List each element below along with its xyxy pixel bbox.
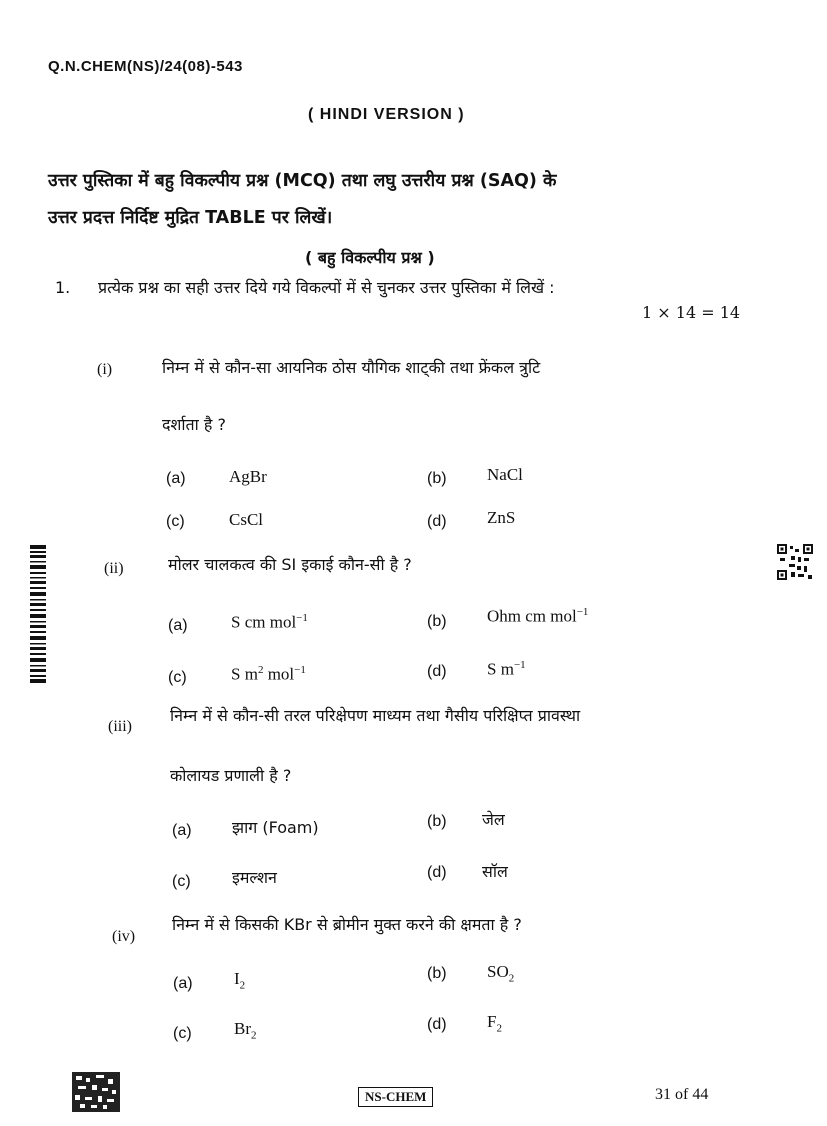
qr-code-icon (72, 1072, 120, 1112)
instruction-line-2: उत्तर प्रदत्त निर्दिष्ट मुद्रित TABLE पर लिखें। (48, 208, 333, 228)
option-label: (b) (427, 813, 447, 830)
option-label: (a) (166, 470, 186, 487)
subquestion-label: (i) (97, 361, 113, 378)
option-text: सॉल (482, 862, 508, 881)
section-title: ( बहु विकल्पीय प्रश्न ) (305, 248, 435, 267)
subquestion-label: (iv) (112, 928, 136, 945)
option-text: S $m^2$ mol$^{-1}$ (231, 664, 306, 684)
option-text: ZnS (487, 508, 516, 527)
option-text: $I_2$ (234, 969, 246, 992)
option-text: S cm mol$^{-1}$ (231, 612, 308, 632)
question-text: प्रत्येक प्रश्न का सही उत्तर दिये गये विकल्पों में से चुनकर उत्तर पुस्तिका में लिखें : (98, 278, 555, 297)
subquestion-stem-continued: कोलायड प्रणाली है ? (170, 766, 292, 785)
qr-code-icon (777, 544, 813, 580)
option-text: NaCl (487, 465, 523, 484)
option-text: $Br_2$ (234, 1019, 257, 1042)
instruction-line-1: उत्तर पुस्तिका में बहु विकल्पीय प्रश्न (MCQ) तथा लघु उत्तरीय प्रश्न (SAQ) के (48, 171, 557, 191)
option-text: Ohm cm mol$^{-1}$ (487, 606, 589, 626)
barcode-icon (30, 545, 46, 683)
option-label: (d) (427, 513, 447, 530)
subquestion-stem: निम्न में से किसकी KBr से ब्रोमीन मुक्त करने की क्षमता है ? (172, 915, 522, 934)
subquestion-stem-continued: दर्शाता है ? (162, 415, 226, 434)
option-label: (c) (173, 1025, 192, 1042)
option-label: (a) (172, 822, 192, 839)
subquestion-label: (ii) (104, 560, 124, 577)
option-label: (b) (427, 965, 447, 982)
version-label: ( HINDI VERSION ) (308, 106, 465, 123)
option-text: जेल (482, 810, 505, 829)
subquestion-stem: निम्न में से कौन-सा आयनिक ठोस यौगिक शाट्की तथा फ्रेंकल त्रुटि (162, 358, 541, 377)
subquestion-label: (iii) (108, 718, 132, 735)
option-label: (b) (427, 470, 447, 487)
option-label: (a) (168, 617, 188, 634)
option-text: AgBr (229, 467, 267, 486)
question-number: 1. (55, 278, 71, 297)
option-text: इमल्शन (232, 868, 277, 887)
option-label: (d) (427, 864, 447, 881)
option-label: (c) (166, 513, 185, 530)
option-label: (c) (172, 873, 191, 890)
paper-code: Q.N.CHEM(NS)/24(08)-543 (48, 58, 243, 75)
option-text: S $m^{-1}$ (487, 659, 526, 679)
option-text: झाग (Foam) (232, 818, 319, 837)
page-number: 31 of 44 (655, 1086, 709, 1103)
option-label: (c) (168, 669, 187, 686)
subquestion-stem: निम्न में से कौन-सी तरल परिक्षेपण माध्यम तथा गैसीय परिक्षिप्त प्रावस्था (170, 706, 581, 725)
option-label: (a) (173, 975, 193, 992)
option-text: $SO_2$ (487, 962, 515, 985)
subquestion-stem: मोलर चालकत्व की SI इकाई कौन-सी है ? (168, 555, 412, 574)
option-label: (b) (427, 613, 447, 630)
option-text: $F_2$ (487, 1012, 502, 1035)
subject-code-box: NS-CHEM (358, 1087, 433, 1107)
option-label: (d) (427, 663, 447, 680)
option-text: CsCl (229, 510, 264, 529)
marks-scheme: 1 × 14 = 14 (642, 303, 741, 322)
option-label: (d) (427, 1016, 447, 1033)
